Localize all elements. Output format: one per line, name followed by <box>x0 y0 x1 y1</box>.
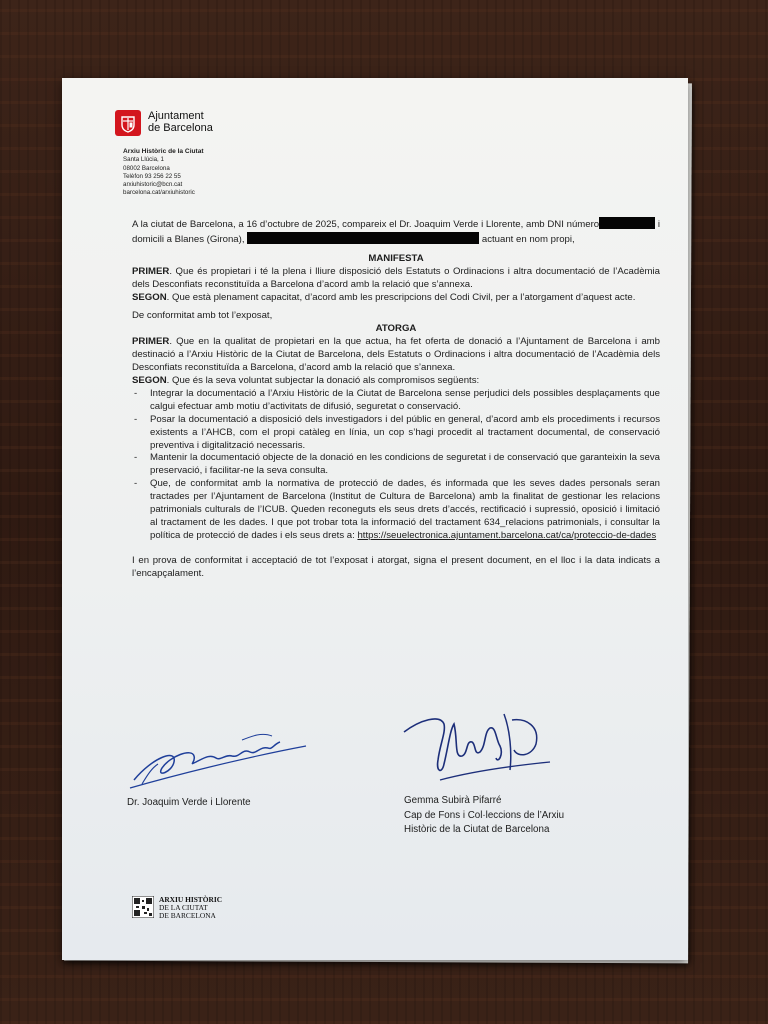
conformitat-text: De conformitat amb tot l’exposat, <box>132 310 273 322</box>
data-protection-link[interactable]: https://seuelectronica.ajuntament.barcelona.cat/ca/proteccio-de-dades <box>357 529 657 541</box>
organization-name: Ajuntament de Barcelona <box>148 110 213 134</box>
manifesta-primer: PRIMER. Que és propietari i té la plena i lliure disposició dels Estatuts o Ordinacions i altra documentació de l’Acadèmia dels Desconfiats reconstituïda a Barcelona d’acord amb la relació que s’annexa. <box>132 265 660 290</box>
atorga-heading: ATORGA <box>375 323 417 335</box>
signature-verde <box>122 718 312 798</box>
redaction-address <box>247 232 479 244</box>
atorga-primer: PRIMER. Que en la qualitat de propietari en la que actua, ha fet oferta de donació a l’Ajuntament de Barcelona i amb destinació a l’Arxiu Històric de la Ciutat de Barcelona, dels Estatuts o Ordinacions i altra documentació de l’Acadèmia dels Desconfiats reconstituïda a Barcelona, d’acord amb la relació que s’annexa. <box>132 336 660 374</box>
commitments-list <box>132 388 660 543</box>
closing-paragraph: I en prova de conformitat i acceptació de tot l’exposat i atorgat, signa el present document, en el lloc i la data indicats a l’encapçalament. <box>132 554 660 579</box>
list-item: - Mantenir la documentació objecte de la donació en les condicions de seguretat i de conservació que garanteixin la seva preservació, i facilitar-ne la seva consulta. <box>132 452 660 478</box>
manifesta-heading: MANIFESTA <box>368 252 424 264</box>
atorga-segon: SEGON. Que és la seva voluntat subjectar la donació als compromisos següents: <box>132 374 480 386</box>
signature-subira <box>400 700 560 790</box>
list-item: - Que, de conformitat amb la normativa de protecció de dades, és informada que les seves dades personals seran tractades per l’Ajuntament de Barcelona (Institut de Cultura de Barcelona) amb la finalitat de gestionar les relacions patrimonials culturals de l’ICUB. Queden reconeguts els seus drets d’accés, rectificació i supressió, oposició i limitació al tractament de les dades. I que pot trobar tota la informació del tractament 634_relacions patrimonials, i consultar la política de protecció de dades i els seus drets a: https://seuelectronica.ajuntament.barcelona.cat/ca/proteccio-de-dades <box>132 478 660 543</box>
arxiu-footer-text: ARXIU HISTÒRIC DE LA CIUTAT DE BARCELONA <box>159 895 223 921</box>
intro-paragraph: A la ciutat de Barcelona, a 16 d’octubre de 2025, compareix el Dr. Joaquim Verde i Llorente, amb DNI número i domicili a Blanes (Girona), actuant en nom propi, <box>132 219 661 245</box>
list-item: - Integrar la documentació a l’Arxiu Històric de la Ciutat de Barcelona sense perjudici dels possibles desplaçaments que calgui efectuar amb motiu d’activitats de difusió, seguretat o conservació. <box>132 388 660 414</box>
redaction-dni <box>599 217 655 229</box>
document-body <box>132 217 660 581</box>
manifesta-segon: SEGON. Que està plenament capacitat, d’acord amb les prescripcions del Codi Civil, per a l’atorgament d’aquest acte. <box>132 291 636 303</box>
address-block: Arxiu Històric de la Ciutat Santa Llúcia, 1 08002 Barcelona Telèfon 93 256 22 55 arxiuhistoric@bcn.cat barcelona.cat/arxiuhistoric <box>123 148 204 197</box>
qr-code-icon <box>132 896 154 918</box>
signatory-block-right: Gemma Subirà Pifarré Cap de Fons i Col·leccions de l’Arxiu Històric de la Ciutat de Barcelona <box>404 795 565 835</box>
list-item: - Posar la documentació a disposició dels investigadors i del públic en general, d’acord amb els procediments i recursos existents a l’AHCB, com el propi catàleg en línia, un cop s’hagi procedit al tractament documental, de conservació preventiva i digitalització necessaris. <box>132 414 660 453</box>
ajuntament-logo-icon <box>115 110 141 136</box>
document-page <box>62 78 688 960</box>
signatory-name-left: Dr. Joaquim Verde i Llorente <box>127 797 251 808</box>
